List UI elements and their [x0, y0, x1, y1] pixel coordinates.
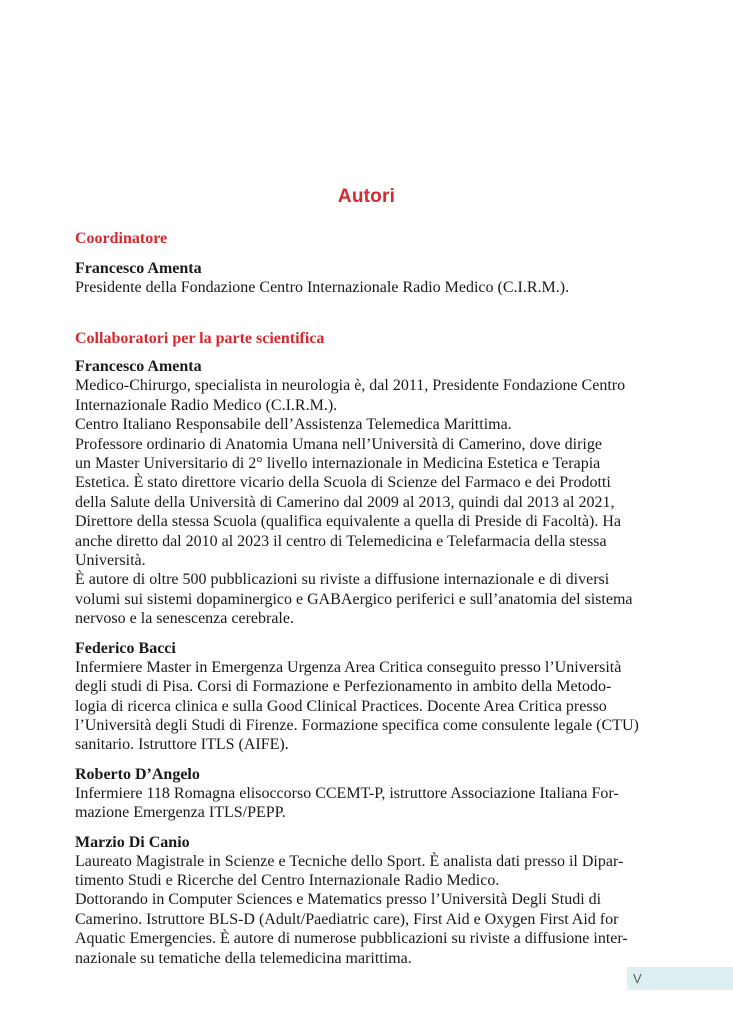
- bio-line: Direttore della stessa Scuola (qualifica equivalente a quella di Preside di Facoltà). Ha: [75, 513, 622, 531]
- bio-line: nazionale su tematiche della telemedicina marittima.: [75, 949, 412, 967]
- page-number-tab: [627, 967, 733, 990]
- bio-line: Infermiere 118 Romagna elisoccorso CCEMT-P, istruttore Associazione Italiana For-: [75, 784, 619, 802]
- bio-line: Internazionale Radio Medico (C.I.R.M.).: [75, 396, 338, 414]
- bio-line: mazione Emergenza ITLS/PEPP.: [75, 804, 286, 822]
- bio-line: un Master Universitario di 2° livello internazionale in Medicina Estetica e Terapia: [75, 455, 601, 473]
- bio-line: Presidente della Fondazione Centro Internazionale Radio Medico (C.I.R.M.).: [75, 279, 570, 296]
- bio-line: degli studi di Pisa. Corsi di Formazione e Perfezionamento in ambito della Metodo-: [75, 678, 612, 696]
- bio-line: Dottorando in Computer Sciences e Matematics presso l’Università Degli Studi di: [75, 891, 602, 909]
- person-entry: [75, 639, 665, 755]
- bio-line: Medico-Chirurgo, specialista in neurologia è, dal 2011, Presidente Fondazione Centro: [75, 377, 626, 395]
- person-name: Federico Bacci: [75, 639, 176, 657]
- bio-line: Laureato Magistrale in Scienze e Tecniche dello Sport. È analista dati presso il Dipar-: [75, 852, 624, 870]
- bio-line: Università.: [75, 552, 146, 570]
- person-name: Francesco Amenta: [75, 358, 202, 376]
- bio-line: della Salute della Università di Camerino dal 2009 al 2013, quindi dal 2013 al 2021,: [75, 493, 615, 511]
- bio-line: Centro Italiano Responsabile dell’Assistenza Telemedica Marittima.: [75, 416, 512, 434]
- bio-line: Aquatic Emergencies. È autore di numerose pubblicazioni su riviste a diffusione inter-: [75, 930, 628, 948]
- bio-line: sanitario. Istruttore ITLS (AIFE).: [75, 736, 289, 754]
- section-heading: Collaboratori per la parte scientifica: [75, 330, 325, 348]
- person-name: Francesco Amenta: [75, 260, 202, 277]
- bio-line: timento Studi e Ricerche del Centro Internazionale Radio Medico.: [75, 871, 500, 889]
- person-name: Marzio Di Canio: [75, 833, 190, 851]
- section-collaborators: [75, 329, 665, 968]
- person-entry: [75, 833, 665, 968]
- bio-line: Camerino. Istruttore BLS-D (Adult/Paediatric care), First Aid e Oxygen First Aid for: [75, 910, 619, 928]
- bio-line: Infermiere Master in Emergenza Urgenza Area Critica conseguito presso l’Università: [75, 658, 622, 676]
- bio-line: È autore di oltre 500 pubblicazioni su riviste a diffusione internazionale e di diversi: [75, 571, 610, 589]
- person-entry: [75, 259, 665, 297]
- page-number: V: [633, 971, 642, 986]
- bio-line: volumi sui sistemi dopaminergico e GABAergico periferici e sull’anatomia del sistema: [75, 590, 633, 608]
- bio-line: nervoso e la senescenza cerebrale.: [75, 610, 294, 628]
- person-entry: [75, 357, 665, 628]
- bio-line: Estetica. È stato direttore vicario della Scuola di Scienze del Farmaco e dei Prodotti: [75, 474, 611, 492]
- bio-line: logia di ricerca clinica e sulla Good Clinical Practices. Docente Area Critica presso: [75, 697, 607, 715]
- page-title: Autori: [337, 186, 396, 207]
- section-heading: Coordinatore: [75, 230, 168, 247]
- bio-line: Professore ordinario di Anatomia Umana nell’Università di Camerino, dove dirige: [75, 435, 602, 453]
- authors-content: [75, 229, 665, 968]
- person-entry: [75, 765, 665, 823]
- section-coordinator: [75, 229, 665, 297]
- person-name: Roberto D’Angelo: [75, 765, 200, 783]
- bio-line: l’Università degli Studi di Firenze. Formazione specifica come consulente legale (CTU): [75, 716, 639, 734]
- bio-line: anche diretto dal 2010 al 2023 il centro di Telemedicina e Telefarmacia della stessa: [75, 532, 607, 550]
